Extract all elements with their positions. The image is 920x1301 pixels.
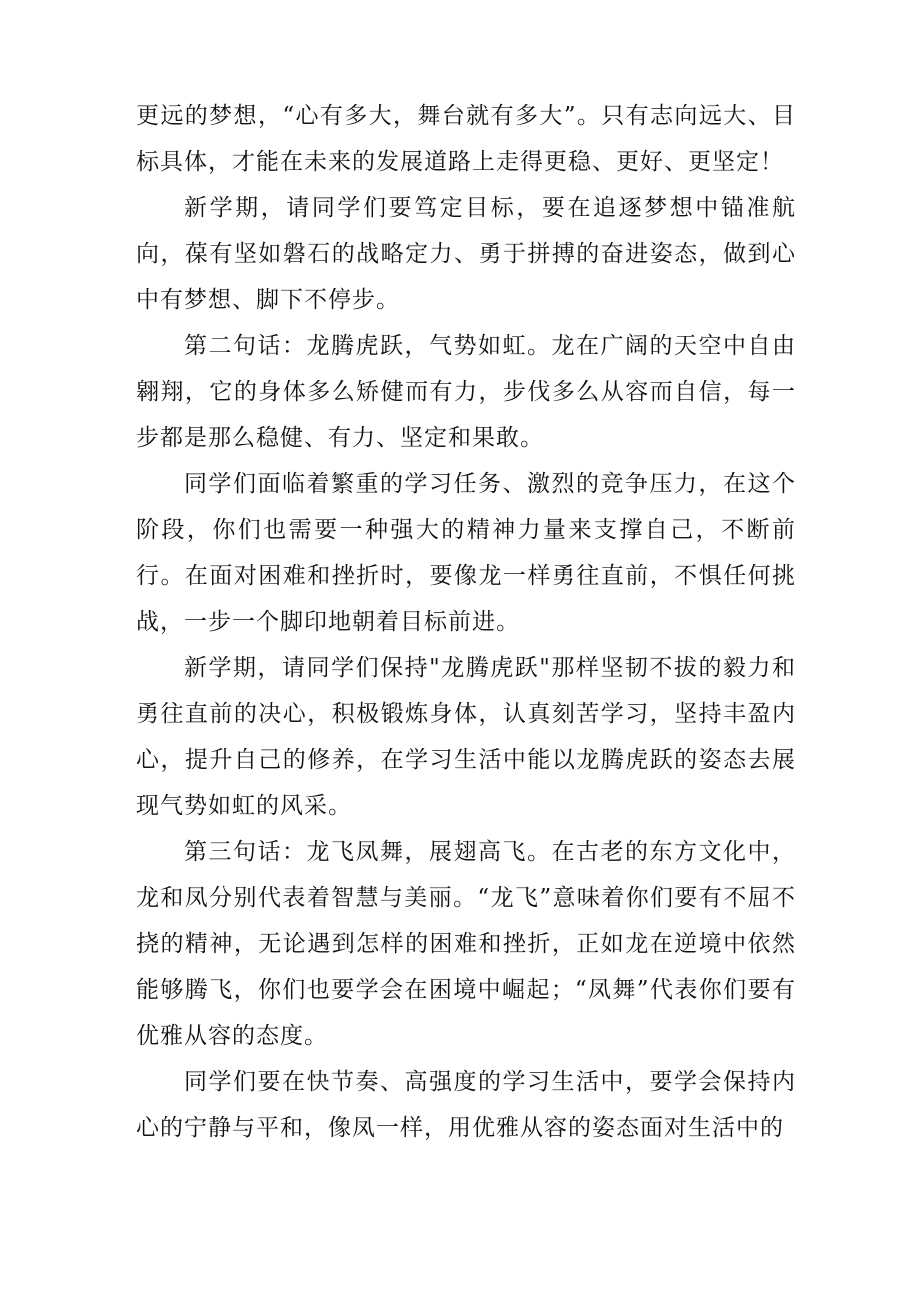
paragraph-4: 同学们面临着繁重的学习任务、激烈的竞争压力，在这个阶段，你们也需要一种强大的精神力量来支撑自己，不断前行。在面对困难和挫折时，要像龙一样勇往直前，不惧任何挑战，一步一个脚印地朝着目标前进。 <box>136 471 796 635</box>
paragraph-6: 第三句话：龙飞凤舞，展翅高飞。在古老的东方文化中，龙和凤分别代表着智慧与美丽。“龙飞”意味着你们要有不屈不挠的精神，无论遇到怎样的困难和挫折，正如龙在逆境中依然能够腾飞，你们也要学会在困境中崛起；“凤舞”代表你们要有优雅从容的态度。 <box>136 839 796 1049</box>
paragraph-3: 第二句话：龙腾虎跃，气势如虹。龙在广阔的天空中自由翱翔，它的身体多么矫健而有力，步伐多么从容而自信，每一步都是那么稳健、有力、坚定和果敢。 <box>136 333 796 451</box>
paragraph-1: 更远的梦想，“心有多大，舞台就有多大”。只有志向远大、目标具体，才能在未来的发展道路上走得更稳、更好、更坚定！ <box>136 103 796 175</box>
paragraph-2: 新学期，请同学们要笃定目标，要在追逐梦想中锚准航向，葆有坚如磐石的战略定力、勇于拼搏的奋进姿态，做到心中有梦想、脚下不停步。 <box>136 195 796 313</box>
document-body <box>136 93 796 1151</box>
paragraph-7: 同学们要在快节奏、高强度的学习生活中，要学会保持内心的宁静与平和，像凤一样，用优雅从容的姿态面对生活中的 <box>136 1069 796 1141</box>
paragraph-5: 新学期，请同学们保持"龙腾虎跃"那样坚韧不拔的毅力和勇往直前的决心，积极锻炼身体，认真刻苦学习，坚持丰盈内心，提升自己的修养，在学习生活中能以龙腾虎跃的姿态去展现气势如虹的风采。 <box>136 655 796 819</box>
